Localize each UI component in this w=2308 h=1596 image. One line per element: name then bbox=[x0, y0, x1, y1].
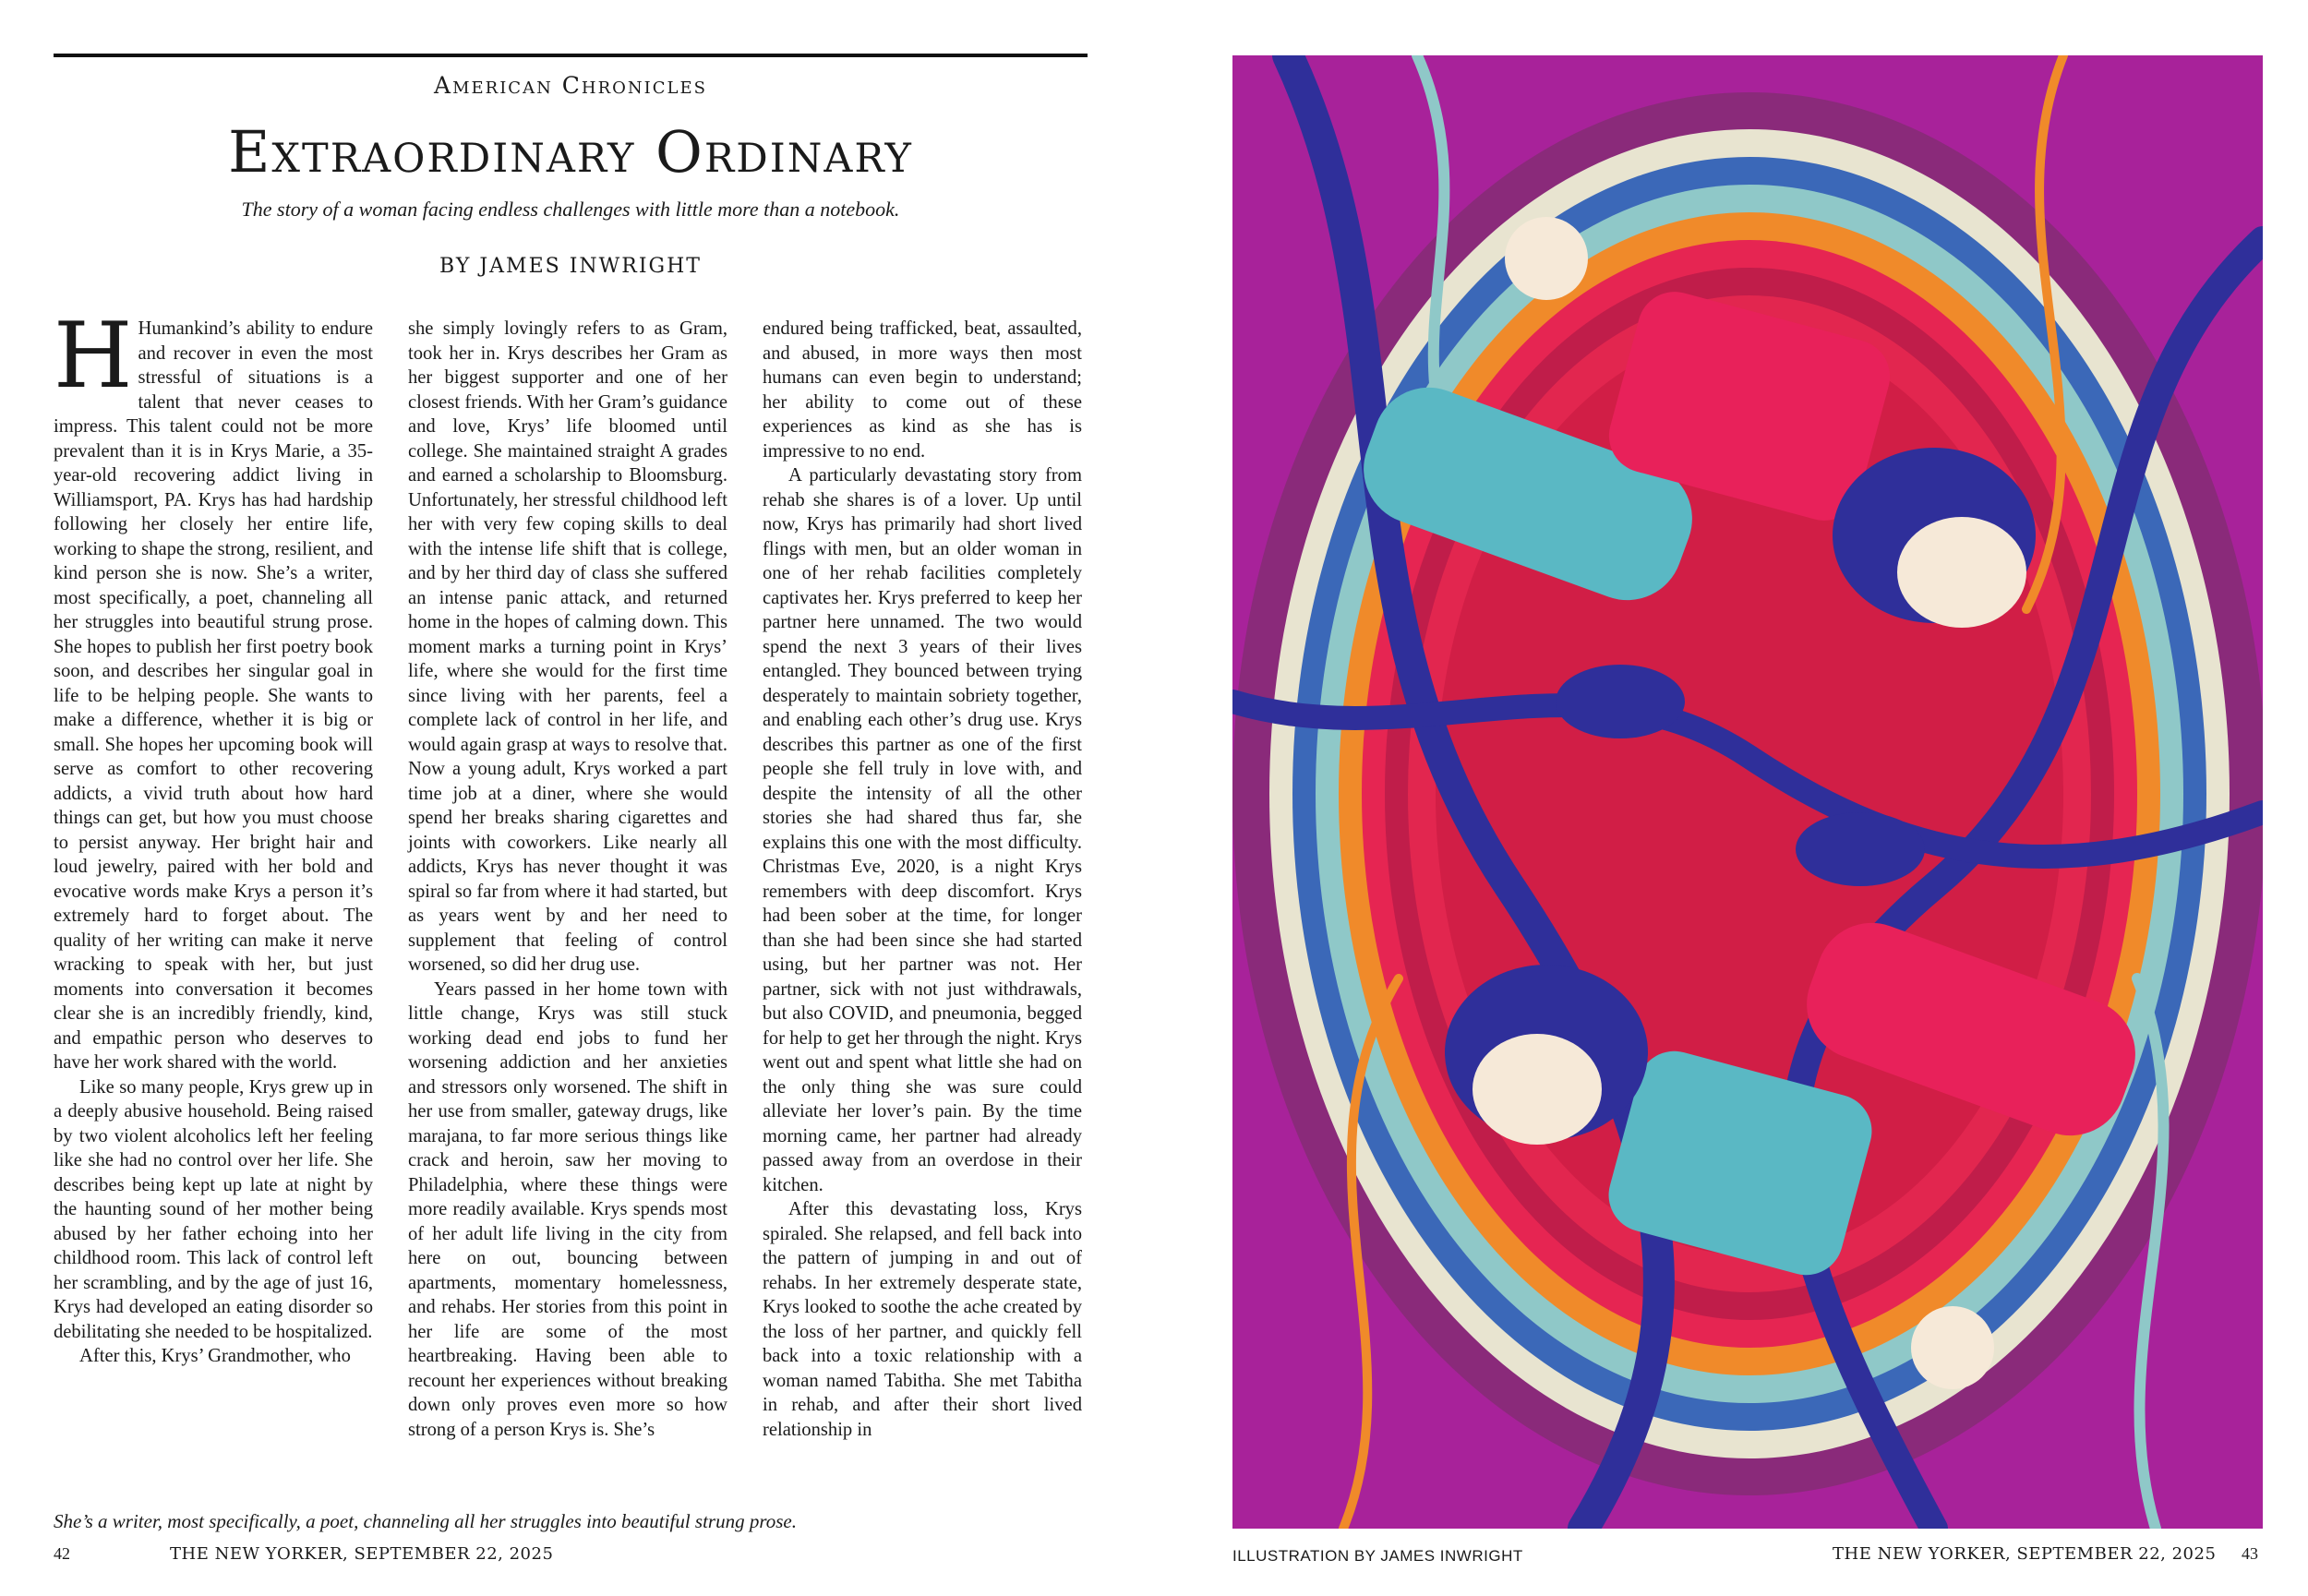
paragraph: endured being trafficked, beat, assaulted, and abused, in more ways then most humans can even begin to understand; her ability to come out of these experiences as kind as she has is impressive to no end. bbox=[763, 318, 1082, 462]
illustration-credit: ILLUSTRATION BY JAMES INWRIGHT bbox=[1232, 1547, 1523, 1565]
paragraph: After this devastating loss, Krys spiraled. She relapsed, and fell back into the pattern of jumping in and out of rehabs. In her extremely desperate state, Krys looked to soothe the ache created by the loss of her partner, and quickly fell back into a toxic relationship with a woman named Tabitha. She met Tabitha in rehab, and after their short lived relationship in bbox=[763, 1199, 1082, 1440]
concentric-rings bbox=[1232, 92, 2263, 1495]
right-page bbox=[1154, 0, 2308, 1596]
paragraph: Like so many people, Krys grew up in a deeply abusive household. Being raised by two violent alcoholics left her feeling like she had no control over her life. She describes being kept up late at night by the haunting sound of her mother being abused by her father echoing into her childhood room. This lack of control left her scrambling, and by the age of just 16, Krys had developed an eating disorder so debilitating she needed to be hospitalized. bbox=[54, 1076, 373, 1342]
page-number: 43 bbox=[2242, 1544, 2258, 1563]
paragraph: A particularly devastating story from rehab she shares is of a lover. Up until now, Krys has primarily had short lived flings with men, but an older woman in one of her rehab facilities completely captivates her. Krys preferred to keep her partner here unnamed. The two would spend the next 3 years of their lives entangled. They bounced between trying desperately to maintain sobriety together, and enabling each other’s drug use. Krys describes this partner as one of the first people she fell truly in love with, and despite the intensity of all the other stories she had shared thus far, she explains this one with the most difficulty. Christmas Eve, 2020, is a night Krys remembers with deep discomfort. Krys had been sober at the time, for longer than she had been since she had started using, but her partner was not. Her partner, sick with not just withdrawals, but also COVID, and pneumonia, begged for help to get her through the night. Krys went out and spent what little she had on the only thing she was sure could alleviate her lover’s pain. By the time morning came, her partner had already passed away from an overdose in their kitchen. bbox=[763, 465, 1082, 1195]
section-label: American Chronicles bbox=[434, 72, 707, 99]
text-column-3 bbox=[763, 317, 1082, 1442]
page-number: 42 bbox=[54, 1544, 70, 1563]
drop-cap: H bbox=[54, 304, 133, 409]
article-title: Extraordinary Ordinary bbox=[228, 118, 913, 186]
illustration bbox=[1232, 55, 2263, 1529]
article-dek: The story of a woman facing endless challenges with little more than a notebook. bbox=[241, 198, 900, 221]
paragraph: Years passed in her home town with little change, Krys was still stuck working dead end jobs to fund her worsening addiction and her anxieties and stressors only worsened. The shift in her use from smaller, gateway drugs, like marajana, to far more serious things like crack and heroin, saw her moving to Philadelphia, where these things were more readily available. Krys spends most of her adult life living in the city from here on out, bouncing between apartments, momentary homelessness, and rehabs. Her stories from this point in her life are some of the most heartbreaking. Having been able to recount her experiences without breaking down only proves even more so how strong of a person Krys is. She’s bbox=[408, 978, 727, 1440]
masthead-footer: THE NEW YORKER, SEPTEMBER 22, 2025 bbox=[1833, 1544, 2217, 1564]
pull-quote: She’s a writer, most specifically, a poet, channeling all her struggles into beautiful strung prose. bbox=[54, 1510, 797, 1532]
masthead-footer: THE NEW YORKER, SEPTEMBER 22, 2025 bbox=[170, 1544, 554, 1564]
text-column-1 bbox=[54, 304, 373, 1369]
paragraph-text: Humankind’s ability to endure and recover in even the most stressful of situations is a talent that never ceases to impress. This talent could not be more prevalent than it is in Krys Marie, a 35-year-old recovering addict living in Williamsport, PA. Krys has had hardship following her closely her entire life, working to shape the strong, resilient, and kind person she is now. She’s a writer, most specifically, a poet, channeling all her struggles into beautiful strung prose. She hopes to publish her first poetry book soon, and describes her singular goal in life to be helping people. She wants to make a difference, whether it is big or small. She hopes her upcoming book will serve as comfort to other recovering addicts, a vivid truth about how hard things can get, but how you must choose to persist anyway. Her bright hair and loud jewelry, paired with her bold and evocative words make Krys a person it’s extremely hard to forget about. The quality of her writing can make it nerve wracking to speak with her, but just moments into conversation it becomes clear she is an incredibly friendly, kind, and empathic person who deserves to have her work shared with the world. bbox=[54, 318, 373, 1073]
byline: BY JAMES INWRIGHT bbox=[439, 255, 702, 278]
paragraph: After this, Krys’ Grandmother, who bbox=[79, 1346, 351, 1366]
top-rule bbox=[54, 54, 1088, 57]
paragraph: she simply lovingly refers to as Gram, took her in. Krys describes her Gram as her biggest supporter and one of her closest friends. With her Gram’s guidance and love, Krys’ life bloomed until college. She maintained straight A grades and earned a scholarship to Bloomsburg. Unfortunately, her stressful childhood left her with very few coping skills to deal with the intense life shift that is college, and by her third day of class she suffered an intense panic attack, and returned home in the hopes of calming down. This moment marks a turning point in Krys’ life, where she would for the first time since living with her parents, feel a complete lack of control in her life, and would again grasp at ways to resolve that. Now a young adult, Krys worked a part time job at a diner, where she would spend her breaks sharing cigarettes and joints with coworkers. Like nearly all addicts, Krys has never thought it was spiral so far from where it had started, but as years went by and her need to supplement that feeling of control worsened, so did her drug use. bbox=[408, 318, 727, 975]
paragraph bbox=[54, 304, 373, 1075]
text-column-2 bbox=[408, 317, 727, 1442]
illustration-art bbox=[1232, 55, 2263, 1529]
